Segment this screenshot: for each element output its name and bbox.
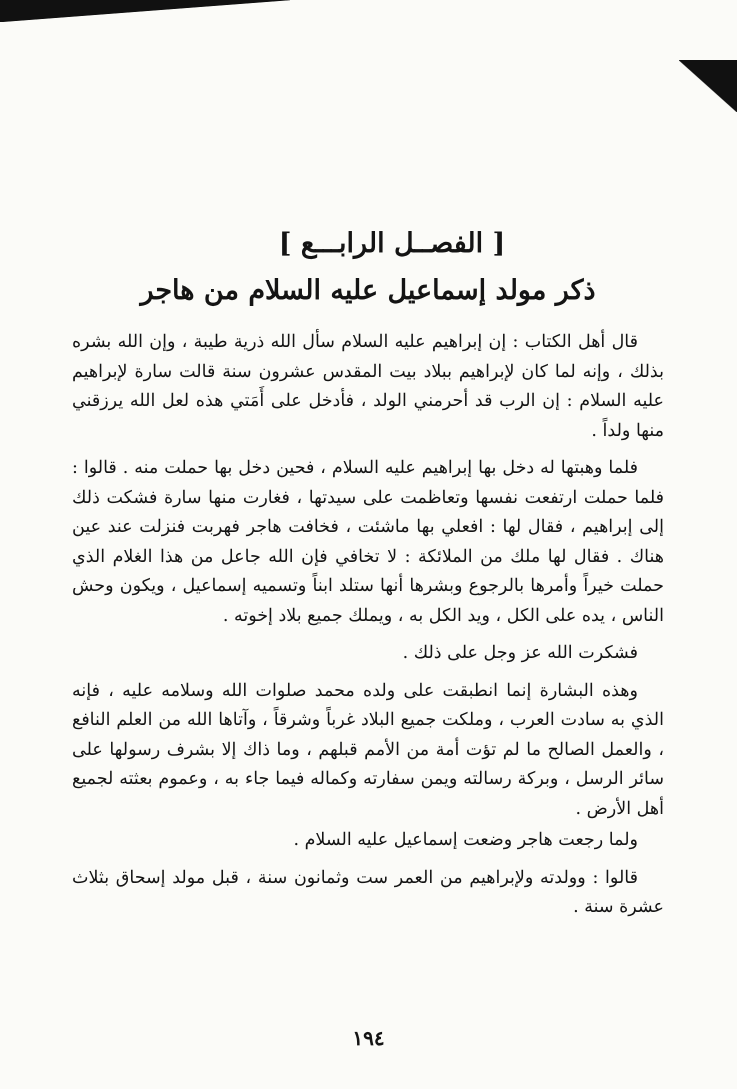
- paragraph-3: فشكرت الله عز وجل على ذلك .: [402, 643, 638, 663]
- page-number: ١٩٤: [352, 1026, 385, 1050]
- scan-edge-shadow-top-left: [0, 0, 290, 22]
- book-page: [72, 222, 664, 931]
- scan-edge-shadow-top-right: [679, 60, 737, 112]
- chapter-title: ذكر مولد إسماعيل عليه السلام من هاجر: [140, 275, 596, 306]
- chapter-heading: [ الفصــل الرابـــع ]: [278, 228, 506, 259]
- paragraph-6: قالوا : وولدته ولإبراهيم من العمر ست وثمانون سنة ، قبل مولد إسحاق بثلاث عشرة سنة .: [72, 867, 664, 917]
- paragraph-1: قال أهل الكتاب : إن إبراهيم عليه السلام سأل الله ذرية طيبة ، وإن الله بشره بذلك ، وإنه لما كان لإبراهيم ببلاد بيت المقدس عشرون سنة قالت سارة لإبراهيم عليه السلام : إن الرب قد أحرمني الولد ، فأدخل على أَمَتي هذه لعل الله يرزقني منها ولداً .: [72, 332, 664, 441]
- paragraph-4: وهذه البشارة إنما انطبقت على ولده محمد صلوات الله وسلامه عليه ، فإنه الذي به سادت العرب ، وملكت جميع البلاد غرباً وشرقاً ، وآتاها الله من العلم النافع ، والعمل الصالح ما لم تؤت أمة من الأمم قبلهم ، وما ذاك إلا بشرف رسولها على سائر الرسل ، وبركة رسالته ويمن سفارته وكماله فيما جاء به ، وعموم بعثته لجميع أهل الأرض .: [72, 680, 664, 819]
- paragraph-5: ولما رجعت هاجر وضعت إسماعيل عليه السلام .: [293, 830, 638, 850]
- paragraph-2: فلما وهبتها له دخل بها إبراهيم عليه السلام ، فحين دخل بها حملت منه . قالوا : فلما حملت ارتفعت نفسها وتعاظمت على سيدتها ، فغارت منها سارة فشكت ذلك إلى إبراهيم ، فقال لها : افعلي بها ماشئت ، فخافت هاجر فهربت فنزلت عند عين هناك . فقال لها ملك من الملائكة : لا تخافي فإن الله جاعل من هذا الغلام الذي حملت خيراً وأمرها بالرجوع وبشرها أنها ستلد ابناً وتسميه إسماعيل ، ويكون وحش الناس ، يده على الكل ، ويد الكل به ، ويملك جميع بلاد إخوته .: [72, 458, 664, 626]
